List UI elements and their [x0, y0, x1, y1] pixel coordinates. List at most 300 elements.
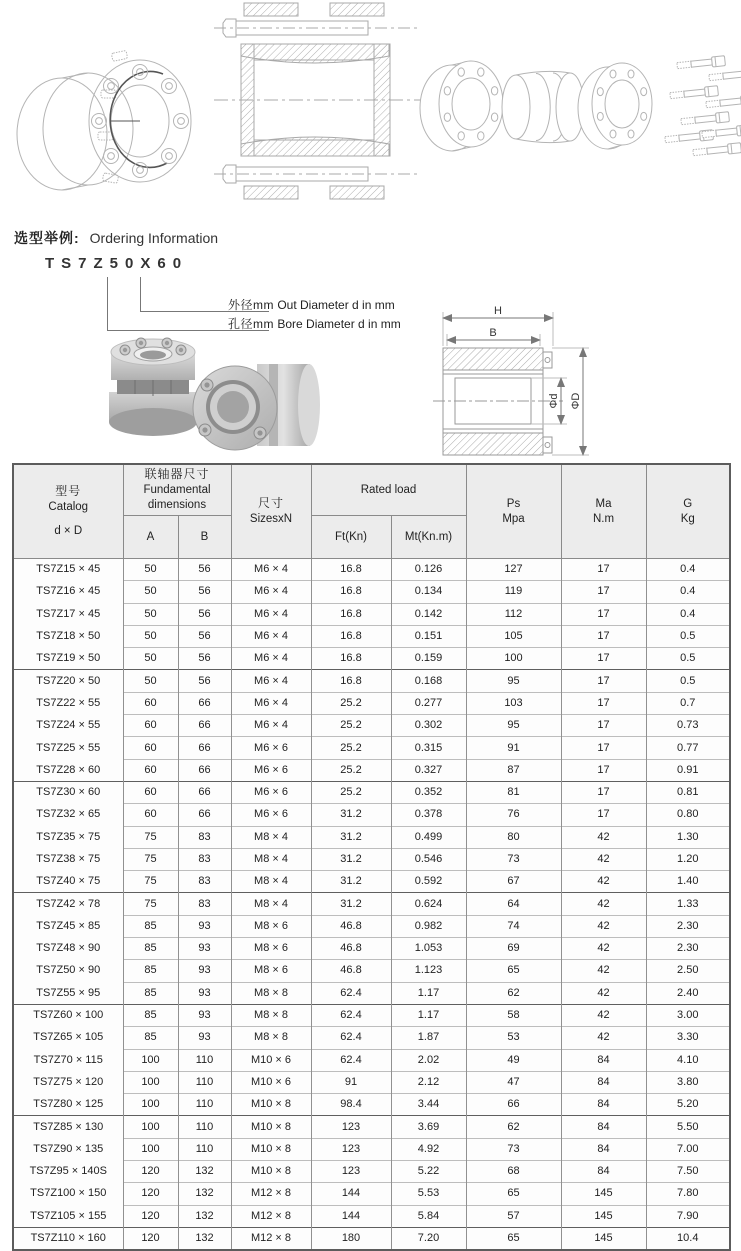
- cell-g: 5.20: [646, 1094, 730, 1116]
- cell-ft: 25.2: [311, 759, 391, 781]
- cell-ft: 31.2: [311, 826, 391, 848]
- cell-mt: 0.151: [391, 625, 466, 647]
- cell-catalog: TS7Z100 × 150: [13, 1183, 123, 1205]
- cell-g: 7.00: [646, 1138, 730, 1160]
- dimension-diagram: [428, 290, 663, 465]
- header-sizes-zh: 尺寸: [257, 496, 284, 511]
- dim-label-phi-big-d: ΦD: [570, 392, 582, 410]
- cell-ma: 17: [561, 603, 646, 625]
- cell-b: 83: [178, 871, 231, 893]
- cell-g: 1.33: [646, 893, 730, 915]
- cell-sizes: M6 × 4: [231, 625, 311, 647]
- ordering-heading-zh: 选型举例:: [14, 230, 80, 246]
- cell-mt: 0.592: [391, 871, 466, 893]
- table-row: [13, 759, 730, 781]
- cell-ps: 67: [466, 871, 561, 893]
- cell-catalog: TS7Z105 × 155: [13, 1205, 123, 1227]
- table-row: [13, 1071, 730, 1093]
- cell-ma: 84: [561, 1049, 646, 1071]
- cell-ps: 66: [466, 1094, 561, 1116]
- cell-catalog: TS7Z60 × 100: [13, 1004, 123, 1026]
- cell-catalog: TS7Z110 × 160: [13, 1227, 123, 1250]
- cell-ps: 58: [466, 1004, 561, 1026]
- cell-ps: 64: [466, 893, 561, 915]
- cell-ps: 62: [466, 982, 561, 1004]
- cell-a: 100: [123, 1116, 178, 1138]
- cell-mt: 0.327: [391, 759, 466, 781]
- cell-a: 120: [123, 1227, 178, 1250]
- cell-ft: 62.4: [311, 982, 391, 1004]
- cell-ps: 65: [466, 960, 561, 982]
- cell-ft: 31.2: [311, 804, 391, 826]
- cell-mt: 0.378: [391, 804, 466, 826]
- cell-a: 85: [123, 960, 178, 982]
- table-row: [13, 625, 730, 647]
- table-row: [13, 581, 730, 603]
- cell-ft: 16.8: [311, 625, 391, 647]
- cell-b: 56: [178, 581, 231, 603]
- table-row: [13, 1116, 730, 1138]
- cell-g: 7.50: [646, 1161, 730, 1183]
- cell-catalog: TS7Z40 × 75: [13, 871, 123, 893]
- cell-g: 0.5: [646, 648, 730, 670]
- callout-bore-zh: 孔径mm: [228, 317, 274, 331]
- cell-a: 50: [123, 648, 178, 670]
- cell-ft: 144: [311, 1205, 391, 1227]
- cell-ft: 62.4: [311, 1004, 391, 1026]
- cell-g: 3.00: [646, 1004, 730, 1026]
- table-row: [13, 826, 730, 848]
- cell-sizes: M12 × 8: [231, 1205, 311, 1227]
- cell-sizes: M6 × 4: [231, 581, 311, 603]
- screws-drawing: [665, 56, 741, 158]
- table-row: [13, 982, 730, 1004]
- cell-g: 1.40: [646, 871, 730, 893]
- cell-ps: 119: [466, 581, 561, 603]
- cross-section-drawing: [214, 3, 424, 199]
- cell-a: 60: [123, 804, 178, 826]
- cell-ps: 100: [466, 648, 561, 670]
- cell-a: 60: [123, 759, 178, 781]
- table-row: [13, 559, 730, 581]
- cell-g: 1.30: [646, 826, 730, 848]
- cell-sizes: M8 × 6: [231, 915, 311, 937]
- cell-catalog: TS7Z19 × 50: [13, 648, 123, 670]
- table-row: [13, 893, 730, 915]
- product-photo-2: [193, 364, 320, 450]
- cell-b: 110: [178, 1138, 231, 1160]
- cell-mt: 3.44: [391, 1094, 466, 1116]
- table-row: [13, 648, 730, 670]
- cell-sizes: M6 × 6: [231, 781, 311, 803]
- cell-ft: 62.4: [311, 1027, 391, 1049]
- cell-mt: 4.92: [391, 1138, 466, 1160]
- cell-ft: 98.4: [311, 1094, 391, 1116]
- cell-mt: 5.22: [391, 1161, 466, 1183]
- header-g-symbol: G: [683, 497, 693, 510]
- cell-sizes: M8 × 8: [231, 982, 311, 1004]
- cell-b: 132: [178, 1205, 231, 1227]
- cell-g: 5.50: [646, 1116, 730, 1138]
- cell-b: 132: [178, 1227, 231, 1250]
- cell-ma: 17: [561, 625, 646, 647]
- cell-a: 100: [123, 1138, 178, 1160]
- cell-g: 4.10: [646, 1049, 730, 1071]
- table-row: [13, 1183, 730, 1205]
- cell-g: 0.5: [646, 625, 730, 647]
- callout-outer-zh: 外径mm: [228, 298, 274, 312]
- callout-bore-en: Bore Diameter d in mm: [277, 317, 401, 331]
- cell-g: 2.50: [646, 960, 730, 982]
- cell-catalog: TS7Z18 × 50: [13, 625, 123, 647]
- cell-a: 85: [123, 915, 178, 937]
- ordering-heading: [14, 228, 218, 248]
- table-row: [13, 1004, 730, 1026]
- cell-ma: 145: [561, 1205, 646, 1227]
- cell-ft: 46.8: [311, 960, 391, 982]
- cell-ps: 80: [466, 826, 561, 848]
- cell-b: 66: [178, 804, 231, 826]
- cell-a: 75: [123, 826, 178, 848]
- cell-mt: 0.546: [391, 848, 466, 870]
- cell-b: 66: [178, 692, 231, 714]
- cell-ft: 16.8: [311, 581, 391, 603]
- cell-b: 83: [178, 848, 231, 870]
- cell-mt: 1.053: [391, 938, 466, 960]
- exploded-view-drawing: [420, 61, 652, 151]
- header-fundamental-dimensions: [123, 464, 231, 516]
- cell-ft: 25.2: [311, 692, 391, 714]
- cell-b: 56: [178, 603, 231, 625]
- cell-mt: 0.142: [391, 603, 466, 625]
- header-fundamental-en1: Fundamental: [143, 483, 211, 496]
- cell-mt: 1.17: [391, 982, 466, 1004]
- cell-b: 110: [178, 1116, 231, 1138]
- cell-b: 56: [178, 559, 231, 581]
- header-ma: [561, 464, 646, 559]
- cell-catalog: TS7Z30 × 60: [13, 781, 123, 803]
- cell-b: 132: [178, 1183, 231, 1205]
- cell-catalog: TS7Z32 × 65: [13, 804, 123, 826]
- cell-mt: 1.123: [391, 960, 466, 982]
- cell-ma: 17: [561, 715, 646, 737]
- cell-ps: 74: [466, 915, 561, 937]
- cell-ps: 69: [466, 938, 561, 960]
- table-row: [13, 1049, 730, 1071]
- header-fundamental-zh: 联轴器尺寸: [144, 467, 210, 482]
- cell-b: 66: [178, 781, 231, 803]
- cell-catalog: TS7Z65 × 105: [13, 1027, 123, 1049]
- header-ma-unit: N.m: [592, 512, 615, 525]
- cell-ft: 144: [311, 1183, 391, 1205]
- table-row: [13, 692, 730, 714]
- cell-sizes: M6 × 6: [231, 759, 311, 781]
- cell-ma: 145: [561, 1227, 646, 1250]
- table-row: [13, 1161, 730, 1183]
- cell-sizes: M8 × 6: [231, 938, 311, 960]
- cell-catalog: TS7Z45 × 85: [13, 915, 123, 937]
- cell-catalog: TS7Z20 × 50: [13, 670, 123, 692]
- cell-sizes: M6 × 4: [231, 692, 311, 714]
- cell-mt: 0.134: [391, 581, 466, 603]
- cell-mt: 1.17: [391, 1004, 466, 1026]
- cell-sizes: M12 × 8: [231, 1183, 311, 1205]
- cell-a: 100: [123, 1049, 178, 1071]
- table-row: [13, 871, 730, 893]
- cell-a: 75: [123, 871, 178, 893]
- cell-ps: 47: [466, 1071, 561, 1093]
- cell-ft: 16.8: [311, 603, 391, 625]
- cell-ma: 42: [561, 1004, 646, 1026]
- cell-ma: 42: [561, 938, 646, 960]
- callout-label-outer-diameter: [228, 296, 395, 313]
- cell-ma: 17: [561, 781, 646, 803]
- cell-a: 50: [123, 625, 178, 647]
- cell-catalog: TS7Z50 × 90: [13, 960, 123, 982]
- table-row: [13, 1094, 730, 1116]
- cell-a: 50: [123, 581, 178, 603]
- cell-b: 132: [178, 1161, 231, 1183]
- cell-g: 1.20: [646, 848, 730, 870]
- cell-b: 83: [178, 893, 231, 915]
- cell-ma: 42: [561, 893, 646, 915]
- cell-catalog: TS7Z70 × 115: [13, 1049, 123, 1071]
- cell-catalog: TS7Z85 × 130: [13, 1116, 123, 1138]
- cell-b: 110: [178, 1094, 231, 1116]
- cell-g: 0.77: [646, 737, 730, 759]
- cell-ma: 17: [561, 648, 646, 670]
- cell-sizes: M8 × 4: [231, 848, 311, 870]
- cell-a: 120: [123, 1183, 178, 1205]
- cell-ma: 17: [561, 670, 646, 692]
- cell-ma: 84: [561, 1161, 646, 1183]
- cell-sizes: M6 × 4: [231, 715, 311, 737]
- table-row: [13, 781, 730, 803]
- cell-ps: 87: [466, 759, 561, 781]
- cell-a: 60: [123, 737, 178, 759]
- header-catalog-sub: d × D: [54, 524, 83, 537]
- cell-ft: 31.2: [311, 848, 391, 870]
- cell-ma: 17: [561, 692, 646, 714]
- cell-b: 93: [178, 1004, 231, 1026]
- header-ps-unit: Mpa: [502, 512, 525, 525]
- table-row: [13, 1227, 730, 1250]
- cell-ft: 123: [311, 1161, 391, 1183]
- cell-ps: 95: [466, 715, 561, 737]
- cell-mt: 0.126: [391, 559, 466, 581]
- cell-sizes: M8 × 4: [231, 871, 311, 893]
- ordering-example-code: TS7Z50X60: [45, 255, 189, 272]
- cell-g: 2.30: [646, 938, 730, 960]
- cell-mt: 0.352: [391, 781, 466, 803]
- cell-g: 7.90: [646, 1205, 730, 1227]
- header-mt: Mt(Kn.m): [391, 516, 466, 559]
- cell-sizes: M10 × 8: [231, 1094, 311, 1116]
- cell-sizes: M10 × 8: [231, 1161, 311, 1183]
- cell-ft: 25.2: [311, 715, 391, 737]
- cell-a: 120: [123, 1205, 178, 1227]
- header-ps: [466, 464, 561, 559]
- cell-sizes: M6 × 4: [231, 670, 311, 692]
- header-sizes-en: SizesxN: [249, 512, 293, 525]
- cell-mt: 7.20: [391, 1227, 466, 1250]
- cell-ft: 91: [311, 1071, 391, 1093]
- spec-table-container: [12, 463, 731, 1251]
- cell-b: 66: [178, 737, 231, 759]
- cell-mt: 5.84: [391, 1205, 466, 1227]
- cell-b: 66: [178, 759, 231, 781]
- cell-ps: 49: [466, 1049, 561, 1071]
- cell-ps: 103: [466, 692, 561, 714]
- header-ft: Ft(Kn): [311, 516, 391, 559]
- cell-sizes: M8 × 8: [231, 1004, 311, 1026]
- table-row: [13, 670, 730, 692]
- cell-ps: 95: [466, 670, 561, 692]
- cell-catalog: TS7Z15 × 45: [13, 559, 123, 581]
- cell-sizes: M8 × 8: [231, 1027, 311, 1049]
- cell-catalog: TS7Z28 × 60: [13, 759, 123, 781]
- cell-ps: 105: [466, 625, 561, 647]
- cell-ma: 84: [561, 1138, 646, 1160]
- cell-sizes: M6 × 6: [231, 804, 311, 826]
- cell-ps: 57: [466, 1205, 561, 1227]
- table-row: [13, 1027, 730, 1049]
- callout-outer-en: Out Diameter d in mm: [277, 298, 395, 312]
- spec-table-body: [13, 559, 730, 1251]
- cell-sizes: M10 × 8: [231, 1138, 311, 1160]
- cell-a: 120: [123, 1161, 178, 1183]
- cell-mt: 0.982: [391, 915, 466, 937]
- header-fundamental-en2: dimensions: [147, 498, 207, 511]
- cell-ps: 112: [466, 603, 561, 625]
- cell-a: 60: [123, 715, 178, 737]
- product-photos: [95, 330, 330, 455]
- cell-mt: 2.02: [391, 1049, 466, 1071]
- cell-b: 93: [178, 1027, 231, 1049]
- cell-catalog: TS7Z25 × 55: [13, 737, 123, 759]
- cell-mt: 0.624: [391, 893, 466, 915]
- cell-ft: 16.8: [311, 559, 391, 581]
- cell-ps: 91: [466, 737, 561, 759]
- cell-ma: 84: [561, 1094, 646, 1116]
- cell-ft: 123: [311, 1138, 391, 1160]
- header-ma-symbol: Ma: [595, 497, 612, 510]
- cell-mt: 2.12: [391, 1071, 466, 1093]
- cell-b: 93: [178, 982, 231, 1004]
- cell-sizes: M8 × 4: [231, 893, 311, 915]
- cell-catalog: TS7Z75 × 120: [13, 1071, 123, 1093]
- cell-a: 60: [123, 781, 178, 803]
- cell-sizes: M6 × 4: [231, 559, 311, 581]
- table-row: [13, 737, 730, 759]
- cell-ps: 76: [466, 804, 561, 826]
- cell-b: 93: [178, 938, 231, 960]
- cell-sizes: M10 × 6: [231, 1049, 311, 1071]
- cell-g: 0.7: [646, 692, 730, 714]
- cell-mt: 0.302: [391, 715, 466, 737]
- cell-sizes: M8 × 6: [231, 960, 311, 982]
- cell-ps: 65: [466, 1227, 561, 1250]
- cell-a: 85: [123, 938, 178, 960]
- cell-ma: 42: [561, 915, 646, 937]
- cell-g: 0.91: [646, 759, 730, 781]
- cell-a: 100: [123, 1094, 178, 1116]
- cell-ma: 42: [561, 826, 646, 848]
- cell-mt: 0.499: [391, 826, 466, 848]
- table-row: [13, 1138, 730, 1160]
- cell-a: 75: [123, 848, 178, 870]
- cell-b: 93: [178, 915, 231, 937]
- header-catalog-zh: 型号: [55, 484, 82, 499]
- cell-mt: 0.277: [391, 692, 466, 714]
- cell-ft: 46.8: [311, 915, 391, 937]
- cell-g: 0.81: [646, 781, 730, 803]
- cell-catalog: TS7Z22 × 55: [13, 692, 123, 714]
- cell-sizes: M10 × 8: [231, 1116, 311, 1138]
- cell-catalog: TS7Z55 × 95: [13, 982, 123, 1004]
- cell-catalog: TS7Z35 × 75: [13, 826, 123, 848]
- header-ps-symbol: Ps: [506, 497, 521, 510]
- cell-ma: 84: [561, 1116, 646, 1138]
- cell-catalog: TS7Z24 × 55: [13, 715, 123, 737]
- table-row: [13, 715, 730, 737]
- cell-a: 50: [123, 603, 178, 625]
- cell-ma: 17: [561, 559, 646, 581]
- header-g-unit: Kg: [680, 512, 695, 525]
- dim-label-phi-d: Φd: [548, 393, 560, 409]
- table-row: [13, 960, 730, 982]
- cell-g: 0.73: [646, 715, 730, 737]
- cell-b: 83: [178, 826, 231, 848]
- cell-ft: 62.4: [311, 1049, 391, 1071]
- dim-label-b: B: [489, 327, 497, 339]
- cell-a: 50: [123, 670, 178, 692]
- cell-b: 110: [178, 1049, 231, 1071]
- cell-ma: 17: [561, 804, 646, 826]
- cell-sizes: M6 × 6: [231, 737, 311, 759]
- cell-g: 7.80: [646, 1183, 730, 1205]
- cell-mt: 5.53: [391, 1183, 466, 1205]
- cell-a: 85: [123, 1004, 178, 1026]
- cell-ma: 42: [561, 960, 646, 982]
- cell-ft: 25.2: [311, 781, 391, 803]
- cell-ft: 16.8: [311, 670, 391, 692]
- cell-mt: 3.69: [391, 1116, 466, 1138]
- cell-ma: 42: [561, 982, 646, 1004]
- cell-catalog: TS7Z90 × 135: [13, 1138, 123, 1160]
- header-sizes: [231, 464, 311, 559]
- top-technical-drawings: [0, 0, 741, 225]
- cell-ft: 180: [311, 1227, 391, 1250]
- cell-ma: 17: [561, 737, 646, 759]
- cell-sizes: M10 × 6: [231, 1071, 311, 1093]
- cell-ps: 73: [466, 1138, 561, 1160]
- cell-a: 75: [123, 893, 178, 915]
- cell-b: 93: [178, 960, 231, 982]
- header-catalog-en: Catalog: [48, 500, 89, 513]
- cell-a: 85: [123, 1027, 178, 1049]
- cell-ps: 127: [466, 559, 561, 581]
- cell-ma: 42: [561, 1027, 646, 1049]
- cell-ft: 123: [311, 1116, 391, 1138]
- cell-catalog: TS7Z17 × 45: [13, 603, 123, 625]
- cell-a: 60: [123, 692, 178, 714]
- cell-sizes: M12 × 8: [231, 1227, 311, 1250]
- cell-a: 85: [123, 982, 178, 1004]
- cell-ps: 81: [466, 781, 561, 803]
- cell-mt: 0.315: [391, 737, 466, 759]
- cell-ft: 25.2: [311, 737, 391, 759]
